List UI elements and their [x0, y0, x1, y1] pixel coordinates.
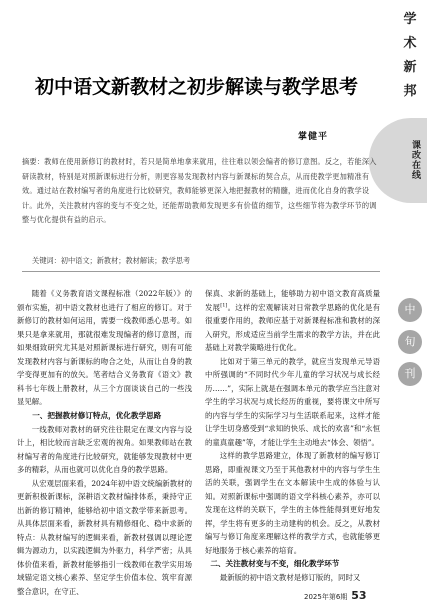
journal-name [396, 8, 424, 104]
abstract-divider [22, 271, 380, 272]
issue-label: 2025年第6期 [304, 593, 348, 601]
body-paragraph: 一线教师对教材的研究往往限定在课文内容与设计上，相比较而言缺乏宏观的视角。如果教师站在教材编写者的角度进行比较研究，就能够发现教材中更多的精彩，从而也就可以优化自身的教学思路。 [17, 424, 192, 474]
body-column-right [205, 287, 380, 585]
section-heading: 二、关注教材变与不变，细化教学环节 [210, 559, 340, 568]
column-name: 课改在线 [410, 140, 420, 180]
article-author: 掌健平 [298, 132, 329, 142]
body-paragraph: 这样的教学思路建立，体现了新教材的编写修订思路，即重视课文乃至于其他教材中的内容与学生生活的关联，强调学生在文本解读中生成的体验与认知。对照新课标中强调的语文学科核心素养，亦可以发现在这样的关联下，学生的主体性能得到更好地发挥，学生将有更多的主动建构的机会。反之，从教材编写与修订角度来理解这样的教学方式，也就能够更好地服务于核心素养的培育。 [205, 451, 380, 555]
page-footer [304, 589, 367, 602]
issue-type-badges [396, 298, 424, 394]
paragraph-text: 保真、求新的基础上，能够助力初中语文教育高质量发展 [205, 289, 380, 312]
journal-name-char: 新 [403, 60, 417, 75]
abstract: 摘要：教师在使用新修订的教材时，若只是简单地拿来就用，往往难以领会编者的修订意图。反之，若能深入研读教材，特别是对照新课标进行分析，则更容易发现教材内容与新课标的契合点，从而使教学更加精准有效。通过站在教材编写者的角度进行比较研究，教师能够更深入地把握教材的精髓，进而优化自身的教学设计。此外，关注教材内容的变与不变之处，还能帮助教师发现更多有价值的细节，这些细节将为教学环节的调整与优化提供有益的启示。 [22, 157, 377, 224]
paragraph-text: 。这样的宏观解读对日常教学思路的优化是有很重要作用的，教师应基于对新课程标准和教材的深入研究，形成适应当前学生需求的教学方法，并在此基础上对教学策略进行优化。 [205, 302, 380, 352]
body-paragraph: 比如对于第三单元的教学，就应当发现单元导语中所强调的“不同时代少年儿童的学习状况与成长经历……”，实际上就是在强调本单元的教学应当注意对学生的学习状况与成长经历的重视，要将课文中所写的内容与学生的实际学习与生活联系起来，这样才能让学生切身感受到“求知的快乐、成长的欢喜”和“永恒的童真童趣”等，才能让学生主动地去“体会、领悟”。 [205, 356, 380, 447]
section-heading: 一、把握教材修订特点，优化教学思路 [32, 410, 162, 420]
body-paragraph: 随着《义务教育语文课程标准（2022年版）》的颁布实施，初中语文教材也进行了相应的修订。对于新修订的教材如何运用，需要一线教师悉心思考。如果只是拿来就用，那就很难发现编者的修订意图，而如果细致研究尤其是对照新课标进行研究，则有可能发现教材内容与新课标的吻合之处，从而让自身的教学变得更加有的放矢。笔者结合义务教育《语文》教科书七年级上册教材，从三个方面谈谈自己的一些浅显见解。 [17, 289, 192, 406]
citation-marker: [1] [220, 302, 228, 309]
body-paragraph: 最新版的初中语文教材是修订版的，同时又 [219, 573, 361, 582]
body-paragraph-continued [205, 287, 380, 355]
article-title: 初中语文新教材之初步解读与教学思考 [34, 76, 358, 98]
badge-dot: 旬 [398, 330, 422, 354]
body-paragraph: 从宏观层面来看，2024年初中语文统编新教材的更新积极新课标，深耕语文教材编排体系，秉持守正出新的修订精神，能够给初中语文教学带来新思考。从具体层面来看，新教材具有精修细化、稳中求新的特点：从教材编写的逻辑来看，新教材强调以理论逻辑为源动力，以实践逻辑为外驱力，科学严密；从具体价值来看，新教材能够指引一线教师在教学实用场域锚定语文核心素养、坚定学生价值本位、筑牢育源整合意识，在守正、 [17, 478, 192, 596]
badge-dot: 刊 [398, 362, 422, 386]
keywords: 关键词：初中语文；新教材；教材解读；教学思考 [32, 256, 191, 265]
body-column-left [17, 287, 192, 598]
journal-name-char: 邦 [403, 84, 417, 99]
badge-dot: 中 [398, 298, 422, 322]
page-number: 53 [351, 589, 367, 602]
journal-name-char: 术 [403, 36, 417, 51]
journal-name-char: 学 [403, 12, 417, 27]
